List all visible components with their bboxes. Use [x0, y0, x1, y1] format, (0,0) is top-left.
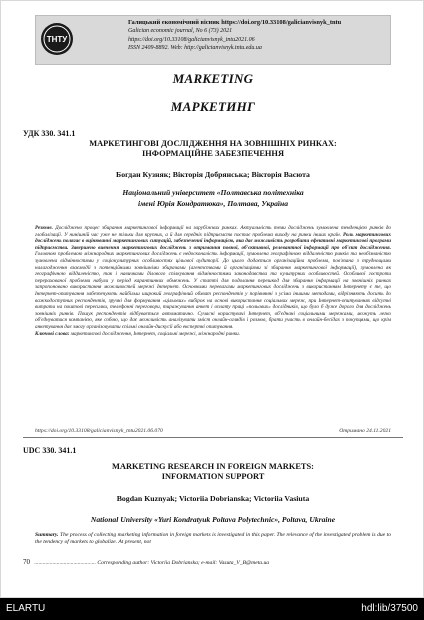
divider	[23, 437, 403, 438]
repository-name: ELARTU	[6, 603, 46, 614]
authors-en: Bogdan Kuznyak; Victoriia Dobrianska; Victoriia Vasiuta	[116, 494, 310, 503]
page-footer	[23, 558, 403, 566]
udc-code: UDC 330. 341.1	[23, 446, 77, 455]
article-title-ua-line2: ІНФОРМАЦІЙНЕ ЗАБЕЗПЕЧЕННЯ	[142, 149, 284, 158]
section-title-ua: МАРКЕТИНГ	[170, 99, 256, 114]
journal-info	[128, 19, 388, 53]
article-title-en-line2: INFORMATION SUPPORT	[161, 472, 265, 481]
summary-label: Summary.	[35, 532, 59, 538]
affiliation-ua-line1: Національний університет «Полтавська політехніка	[122, 188, 304, 197]
section-title-en: MARKETING	[172, 71, 254, 86]
keywords-label: Ключові слова:	[35, 330, 70, 337]
abstract-text-1: Досліджено процес збирання маркетингової інформації на зарубіжних ринках. Актуальність теми досліджень зумовлена тенденцією ринків до глобалізації. У нинішній час уже не тільки для крупних, а й для середніх підприємств постає проблема виходу на ринки інших країн.	[35, 225, 391, 238]
abstract-label: Резюме.	[35, 225, 53, 231]
journal-header	[35, 15, 391, 65]
affiliation-ua	[61, 187, 365, 209]
journal-title-ua: Галицький економічний вісник https://doi.org/10.33108/galicianvisnyk_tntu	[128, 19, 342, 26]
corresponding-author: Corresponding author: Victoriia Dobrianska; e-mail: Vasuta_V_B@meta.ua	[97, 560, 270, 566]
received-date: Отримано 24.11.2021	[339, 428, 391, 434]
abstract-ua	[35, 225, 391, 337]
journal-title-en: Galician economic journal, No 6 (73) 2021	[128, 28, 233, 35]
footer-dots: ............................................	[34, 560, 96, 566]
logo-text: ТНТУ	[46, 35, 68, 44]
summary-en	[35, 532, 391, 546]
article-title-en	[31, 462, 395, 482]
journal-doi[interactable]: https://doi.org/10.33108/galicianvisnyk_tntu2021.06	[128, 36, 255, 43]
repository-bar	[0, 598, 424, 620]
article-title-ua-line1: МАРКЕТИНГОВІ ДОСЛІДЖЕННЯ НА ЗОВНІШНІХ РИНКАХ:	[89, 139, 337, 148]
article-title-ua	[31, 139, 395, 159]
summary-text: The process of collecting marketing information in foreign markets is investigated in this paper. The relevance of the investigated problem is due to the tendency of markets to globalize. At present, not	[35, 532, 391, 546]
university-logo-icon	[40, 22, 74, 56]
article-doi-link[interactable]: https://doi.org/10.33108/galicianvisnyk_tntu2021.06.070	[35, 428, 163, 434]
keywords-ua	[35, 331, 391, 338]
handle-id[interactable]: hdl:lib/37500	[361, 603, 418, 614]
affiliation-en: National University «Yuri Kondratyuk Poltava Polytechnic», Poltava, Ukraine	[90, 515, 336, 524]
affiliation-ua-line2: імені Юрія Кондратюка», Полтава, Україна	[137, 199, 289, 208]
article-title-en-line1: MARKETING RESEARCH IN FOREIGN MARKETS:	[112, 462, 314, 471]
abstract-text-bold: Роль маркетингових досліджень полягає в оцінюванні маркетингових ситуацій, забезпеченні інформацією, яка дає можливість розробити ефективні маркетингові програми підприємства. Завершено вивчення маркетингових досліджень з отримання повної, об'єктивної, релевантної інформації про об'єкт дослідження.	[35, 231, 391, 251]
journal-issn[interactable]: ISSN 2409-8892. Web: http://galicianvisnyk.tntu.edu.ua	[128, 45, 262, 52]
abstract-text-2: Головною проблемою міжнародних маркетингових досліджень є недосконалість інформації, зумовлена географічною віддаленістю ринків та необізнаністю зумовлена відмінностями у соціокультурних особливостях цільової аудиторії. До цього додається організаційна проблема, пов'язана з труднощами налагодження взаємодії з потенційними зовнішніми збирачами (агентствами й організаціями зі збирання маркетингової інформації), зумовлена як географічною віддаленістю, так і навичками ділового спілкування відмінностями законодавства та культурних особливостей. Особливої гостроти перерахованої проблеми набули у період карантинних обмежень. У статті для подолання перешкод для збирання інформації на зовнішніх ринках запропоновано використання можливостей мережі Інтернет. Основними перевагами маркетингових досліджень з використанням Інтернету є те, що Інтернет-опитування забезпечують найбільш широкий географічний обхват респондентів у порівнянні з усіма іншими методами, відрізняють досить до важкодоступних респондентів, зручні для формування «цільових» вибірок на основі використання соціальних мереж, при Інтернет-опитуваннях відсутні витрати на поштові пересилки, телефонні переговори, тиражування анкет і оплату праці «польових» дослідників, що було б дуже дорого для досліджень зовнішніх ринків. Пошук респондентів відбувається автоматично. Сучасні користувачі Інтернет, об'єднані соціальними мережами, можуть легко об'єднуватися компанією, яке собою, що дає можливість аналізувати зміст онлайн-оглядів і розмов, брати участь в онлайн-бесідах з покупцями, що крім анкетування дає змогу організовувати спільні онлайн-дискусії або експертні опитування.	[35, 251, 391, 330]
udk-code: УДК 330. 341.1	[23, 129, 76, 138]
authors-ua: Богдан Кузняк; Вікторія Добрянська; Вікторія Васюта	[116, 170, 310, 179]
keywords-text: маркетингові дослідження, Інтернет, соціальні мережі, міжнародні ринки.	[69, 330, 241, 337]
page-number: 70	[23, 558, 30, 566]
